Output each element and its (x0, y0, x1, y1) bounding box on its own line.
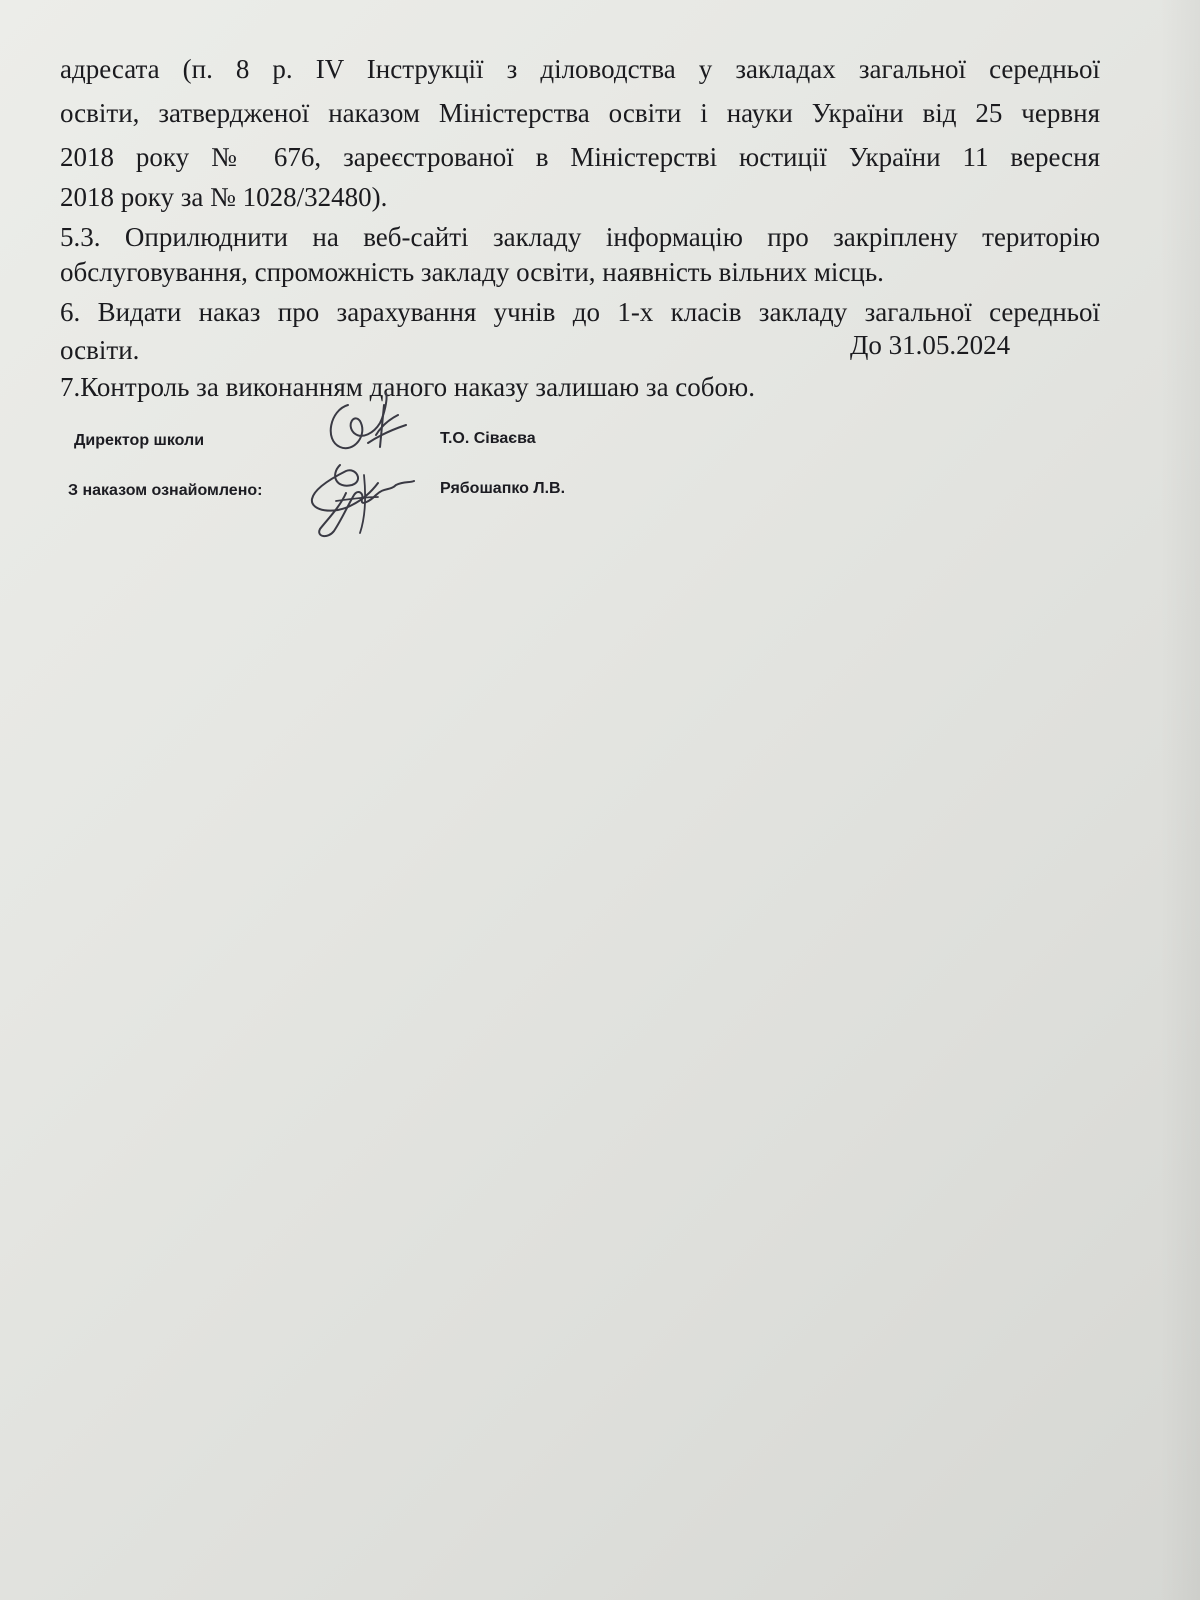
text-line: 2018 року за № 1028/32480). (60, 182, 388, 212)
text-line: освіти. (60, 335, 140, 365)
text-line: освіти, затвердженої наказом Міністерства освіти і науки України від 25 червня (60, 98, 1100, 128)
text-line: обслуговування, спроможність закладу освіти, наявність вільних місць. (60, 257, 884, 287)
deadline-date: До 31.05.2024 (850, 330, 1011, 360)
text-line: 6. Видати наказ про зарахування учнів до 1-х класів закладу загальної середньої (60, 297, 1100, 327)
acknowledged-name: Рябошапко Л.В. (440, 480, 566, 497)
text-line: 7.Контроль за виконанням даного наказу залишаю за собою. (60, 372, 755, 402)
director-label: Директор школи (74, 432, 205, 449)
acknowledged-label: З наказом ознайомлено: (68, 482, 263, 499)
acknowledged-signature (300, 455, 430, 550)
text-line: адресата (п. 8 р. IV Інструкції з діловодства у закладах загальної середньої (60, 54, 1100, 84)
director-name: Т.О. Сіваєва (440, 430, 536, 447)
text-line: 5.3. Оприлюднити на веб-сайті закладу інформацію про закріплену територію (60, 222, 1100, 252)
director-signature (310, 385, 420, 465)
text-line: 2018 року № 676, зареєстрованої в Міністерстві юстиції України 11 вересня (60, 142, 1100, 172)
